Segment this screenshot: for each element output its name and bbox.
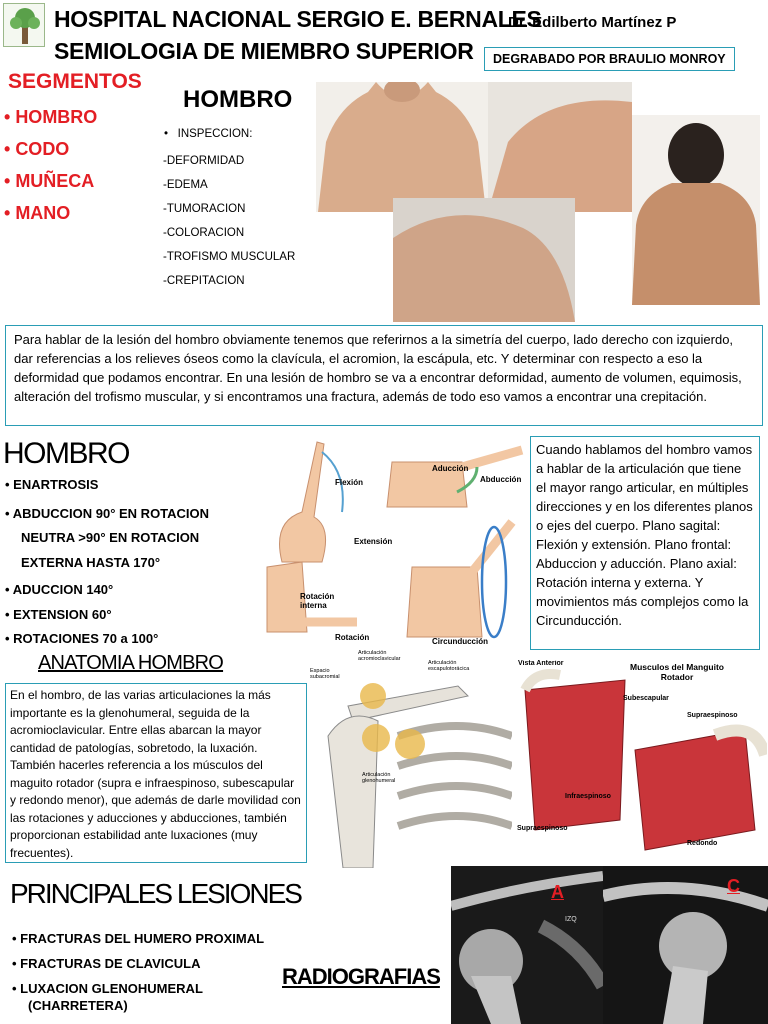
fig-label-espacio: Espacio subacromial [310, 668, 340, 680]
list-item: • CODO [4, 133, 97, 165]
anatomia-title: ANATOMIA HOMBRO [38, 652, 224, 674]
list-item: -CREPITACION [163, 275, 245, 287]
movement-illustration [262, 432, 527, 644]
label-aduccion: Aducción [432, 464, 469, 473]
list-item: • ENARTROSIS [5, 473, 245, 498]
rotator-cuff-illustration [515, 660, 767, 860]
fig-label-escapulo: Articulación escapulotorácica [428, 660, 470, 672]
fig-label-acromio: Articulación acromioclavicular [358, 650, 401, 662]
xray-label-a: A [551, 882, 564, 902]
photo-shoulder-closeup [393, 198, 575, 322]
label-rotacion: Rotación [335, 633, 370, 642]
hospital-title: HOSPITAL NACIONAL SERGIO E. BERNALES [54, 6, 542, 32]
label-circunduccion: Circunducción [432, 637, 489, 644]
list-item: -TROFISMO MUSCULAR [163, 251, 296, 263]
label-rot-interna: Rotación interna [300, 592, 335, 610]
cuff-subescapular: Subescapular [623, 695, 669, 702]
list-item: -EDEMA [163, 179, 208, 191]
cuff-title: Musculos del Manguito Rotador [630, 662, 724, 682]
hombro-rango-title: HOMBRO [3, 437, 129, 470]
list-item: -DEFORMIDAD [163, 155, 245, 167]
paragraph-simetria: Para hablar de la lesión del hombro obviamente tenemos que referirnos a la simetría del cuerpo, lado derecho con izquierdo, dar referencias a los relieves óseos como la clavícula, el acromion, la escápula, etc. Y determinar con respecto a eso la deformidad que podamos encontrar. En una lesión de hombro se va a encontrar deformidad, aumento de volumen, equimosis, alteración del trofismo muscular, y si encontramos una fractura, además de todo eso vamos a encontrar una crepitación. [5, 325, 763, 426]
list-item: • MUÑECA [4, 165, 97, 197]
xray-c [603, 866, 768, 1024]
inspeccion-head: • INSPECCION: [164, 128, 253, 140]
label-extension: Extensión [354, 537, 393, 546]
cuff-redondo: Redondo [687, 840, 718, 847]
list-item: • EXTENSION 60° [5, 603, 245, 628]
inspeccion-label: INSPECCION: [177, 128, 253, 140]
xray-label-c: C [727, 876, 740, 896]
author-name: Dr. Edilberto Martínez P [508, 14, 677, 31]
list-item: • FRACTURAS DE CLAVICULA [12, 955, 282, 972]
cuff-supraespinoso: Supraespinoso [687, 712, 738, 719]
paragraph-anatomia: En el hombro, de las varias articulaciones la más importante es la glenohumeral, seguida de la acromioclavicular. Entre ellas abarcan la mayor cantidad de patologías, sobretodo, la luxación. También hacerles referencia a los músculos del maguito rotador (supra e infraespinoso, subescapular y redondo menor), que además de darle movilidad con las rotaciones y aducciones y abducciones, también proporcionan estabilidad ante luxaciones (muy frecuentes). [5, 683, 307, 863]
tree-logo-icon [4, 4, 45, 47]
xray-a [451, 866, 603, 1024]
hombro-title: HOMBRO [183, 86, 293, 113]
list-item: • ROTACIONES 70 a 100° [5, 627, 245, 652]
lesiones-list [12, 930, 282, 1014]
list-item: • ADUCCION 140° [5, 578, 245, 603]
list-item: • LUXACION GLENOHUMERAL (CHARRETERA) [12, 980, 282, 1014]
rango-list [5, 473, 245, 652]
cuff-supraespinoso-2: Supraespinoso [517, 825, 568, 832]
subject-title: SEMIOLOGIA DE MIEMBRO SUPERIOR [54, 38, 474, 64]
list-item: • MANO [4, 197, 97, 229]
photo-shoulder-side [488, 82, 632, 212]
degrabado-badge: DEGRABADO POR BRAULIO MONROY [484, 47, 735, 71]
photo-back-child [632, 115, 760, 305]
fig-label-gleno: Articulación glenohumeral [362, 772, 396, 784]
label-abduccion: Abducción [480, 475, 522, 484]
list-item: • HOMBRO [4, 101, 97, 133]
photo-torso-front [316, 82, 488, 212]
list-item: • FRACTURAS DEL HUMERO PROXIMAL [12, 930, 282, 947]
list-item: -TUMORACION [163, 203, 246, 215]
inspeccion-list [163, 149, 295, 293]
cuff-infraespinoso: Infraespinoso [565, 793, 611, 800]
xray-label-izq: IZQ [565, 916, 577, 923]
skeleton-illustration [308, 646, 512, 868]
list-item: -COLORACION [163, 227, 245, 239]
radiografias-title: RADIOGRAFIAS [282, 964, 440, 989]
paragraph-rango: Cuando hablamos del hombro vamos a hablar de la articulación que tiene el mayor rango articular, en múltiples direcciones y en los diferentes planos o ejes del cuerpo. Plano sagital: Flexión y extensión. Plano frontal: Abduccion y aducción. Plano axial: Rotación interna y externa. Y movimientos más complejos como la Circunducción. [530, 436, 760, 650]
hospital-logo [3, 3, 45, 47]
segmentos-list [4, 101, 97, 229]
segmentos-title: SEGMENTOS [8, 70, 142, 93]
label-flexion: Flexión [335, 478, 364, 487]
list-item: • ABDUCCION 90° EN ROTACION NEUTRA >90° EN ROTACION EXTERNA HASTA 170° [5, 502, 245, 576]
cuff-vista: Vista Anterior [518, 660, 564, 667]
lesiones-title: PRINCIPALES LESIONES [10, 878, 301, 909]
